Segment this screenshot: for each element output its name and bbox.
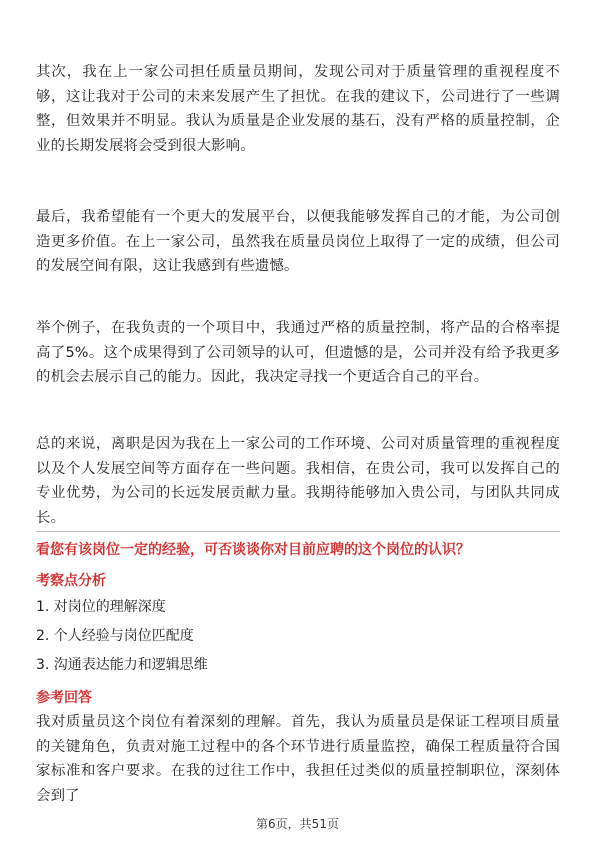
page-number: 第6页，共51页	[256, 817, 339, 831]
body-paragraph: 举个例子，在我负责的一个项目中，我通过严格的质量控制，将产品的合格率提高了5%。这个成果得到了公司领导的认可，但遗憾的是，公司并没有给予我更多的机会去展示自己的能力。因此，我决定寻找一个更适合自己的平台。	[36, 320, 560, 385]
analysis-item: 3. 沟通表达能力和逻辑思维	[36, 657, 208, 673]
body-paragraph: 其次，我在上一家公司担任质量员期间，发现公司对于质量管理的重视程度不够，这让我对于公司的未来发展产生了担忧。在我的建议下，公司进行了一些调整，但效果并不明显。我认为质量是企业发展的基石，没有严格的质量控制，企业的长期发展将会受到很大影响。	[36, 64, 560, 154]
reference-heading: 参考回答	[36, 690, 92, 706]
reference-answer: 我对质量员这个岗位有着深刻的理解。首先，我认为质量员是保证工程项目质量的关键角色，负责对施工过程中的各个环节进行质量监控，确保工程质量符合国家标准和客户要求。在我的过往工作中，我担任过类似的质量控制职位，深刻体会到了	[36, 714, 560, 804]
analysis-heading: 考察点分析	[36, 573, 106, 589]
interview-question: 看您有该岗位一定的经验，可否谈谈你对目前应聘的这个岗位的认识？	[36, 542, 470, 558]
analysis-item: 1. 对岗位的理解深度	[36, 599, 166, 615]
analysis-item: 2. 个人经验与岗位匹配度	[36, 628, 194, 644]
section-divider	[36, 531, 560, 532]
body-paragraph: 总的来说，离职是因为我在上一家公司的工作环境、公司对质量管理的重视程度以及个人发展空间等方面存在一些问题。我相信，在贵公司，我可以发挥自己的专业优势，为公司的长远发展贡献力量。我期待能够加入贵公司，与团队共同成长。	[36, 436, 560, 526]
body-paragraph: 最后，我希望能有一个更大的发展平台，以便我能够发挥自己的才能，为公司创造更多价值。在上一家公司，虽然我在质量员岗位上取得了一定的成绩，但公司的发展空间有限，这让我感到有些遗憾。	[36, 209, 560, 274]
